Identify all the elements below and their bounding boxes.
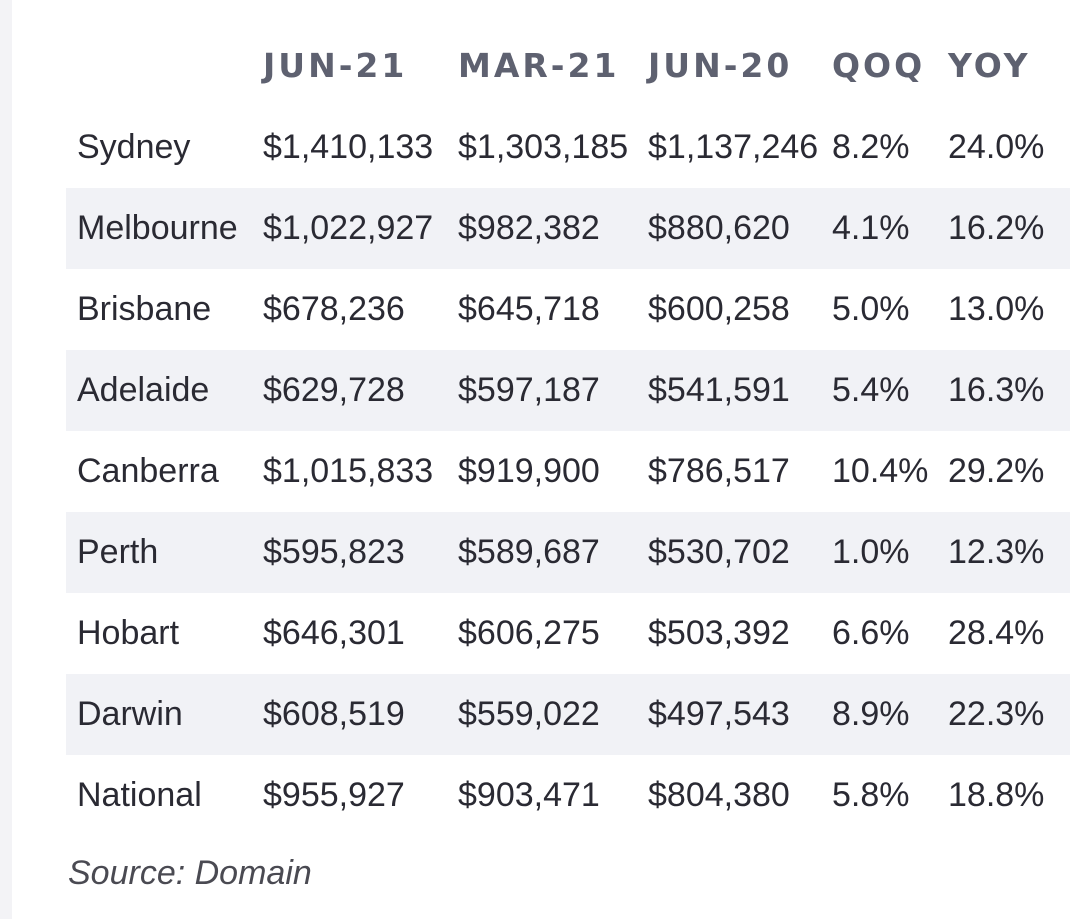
table-header bbox=[66, 24, 1070, 107]
cell-qoq: 5.8% bbox=[832, 776, 910, 814]
table-row bbox=[66, 350, 1070, 431]
cell-mar-21: $645,718 bbox=[458, 290, 600, 328]
cell-qoq: 8.9% bbox=[832, 695, 910, 733]
table-row bbox=[66, 269, 1070, 350]
header-yoy: YOY bbox=[948, 46, 1031, 85]
cell-jun-21: $1,022,927 bbox=[263, 209, 434, 247]
cell-city: National bbox=[77, 776, 202, 814]
cell-jun-20: $503,392 bbox=[648, 614, 790, 652]
cell-city: Sydney bbox=[77, 128, 191, 166]
cell-mar-21: $982,382 bbox=[458, 209, 600, 247]
cell-mar-21: $597,187 bbox=[458, 371, 600, 409]
cell-jun-20: $541,591 bbox=[648, 371, 790, 409]
cell-jun-21: $608,519 bbox=[263, 695, 405, 733]
table-panel bbox=[12, 0, 1080, 919]
cell-jun-21: $955,927 bbox=[263, 776, 405, 814]
cell-yoy: 28.4% bbox=[948, 614, 1045, 652]
cell-jun-20: $530,702 bbox=[648, 533, 790, 571]
cell-jun-20: $497,543 bbox=[648, 695, 790, 733]
cell-yoy: 13.0% bbox=[948, 290, 1045, 328]
header-qoq: QOQ bbox=[832, 46, 926, 85]
left-edge-strip bbox=[0, 0, 12, 919]
table-row bbox=[66, 755, 1070, 836]
header-mar-21: MAR-21 bbox=[458, 46, 620, 85]
cell-qoq: 4.1% bbox=[832, 209, 910, 247]
cell-jun-21: $1,410,133 bbox=[263, 128, 434, 166]
table-row bbox=[66, 593, 1070, 674]
cell-mar-21: $1,303,185 bbox=[458, 128, 629, 166]
cell-yoy: 24.0% bbox=[948, 128, 1045, 166]
table-row bbox=[66, 188, 1070, 269]
cell-jun-20: $880,620 bbox=[648, 209, 790, 247]
cell-jun-21: $646,301 bbox=[263, 614, 405, 652]
cell-yoy: 16.3% bbox=[948, 371, 1045, 409]
cell-mar-21: $589,687 bbox=[458, 533, 600, 571]
cell-jun-20: $600,258 bbox=[648, 290, 790, 328]
cell-mar-21: $919,900 bbox=[458, 452, 600, 490]
cell-yoy: 16.2% bbox=[948, 209, 1045, 247]
cell-jun-20: $1,137,246 bbox=[648, 128, 819, 166]
cell-city: Adelaide bbox=[77, 371, 210, 409]
price-table bbox=[66, 24, 1070, 836]
cell-city: Hobart bbox=[77, 614, 180, 652]
cell-jun-21: $1,015,833 bbox=[263, 452, 434, 490]
cell-jun-21: $595,823 bbox=[263, 533, 405, 571]
cell-mar-21: $903,471 bbox=[458, 776, 600, 814]
cell-qoq: 1.0% bbox=[832, 533, 910, 571]
cell-qoq: 8.2% bbox=[832, 128, 910, 166]
table-row bbox=[66, 674, 1070, 755]
table-row bbox=[66, 512, 1070, 593]
cell-yoy: 12.3% bbox=[948, 533, 1045, 571]
cell-mar-21: $606,275 bbox=[458, 614, 600, 652]
header-jun-20: JUN-20 bbox=[648, 46, 793, 85]
cell-city: Melbourne bbox=[77, 209, 238, 247]
cell-city: Canberra bbox=[77, 452, 219, 490]
cell-jun-20: $786,517 bbox=[648, 452, 790, 490]
cell-city: Perth bbox=[77, 533, 159, 571]
cell-qoq: 10.4% bbox=[832, 452, 929, 490]
cell-mar-21: $559,022 bbox=[458, 695, 600, 733]
cell-qoq: 5.0% bbox=[832, 290, 910, 328]
cell-jun-20: $804,380 bbox=[648, 776, 790, 814]
header-jun-21: JUN-21 bbox=[263, 46, 408, 85]
table-row bbox=[66, 431, 1070, 512]
cell-jun-21: $629,728 bbox=[263, 371, 405, 409]
cell-qoq: 5.4% bbox=[832, 371, 910, 409]
cell-yoy: 18.8% bbox=[948, 776, 1045, 814]
cell-city: Darwin bbox=[77, 695, 183, 733]
source-caption: Source: Domain bbox=[68, 854, 312, 892]
cell-yoy: 22.3% bbox=[948, 695, 1045, 733]
cell-city: Brisbane bbox=[77, 290, 212, 328]
cell-yoy: 29.2% bbox=[948, 452, 1045, 490]
table-row bbox=[66, 107, 1070, 188]
cell-qoq: 6.6% bbox=[832, 614, 910, 652]
cell-jun-21: $678,236 bbox=[263, 290, 405, 328]
